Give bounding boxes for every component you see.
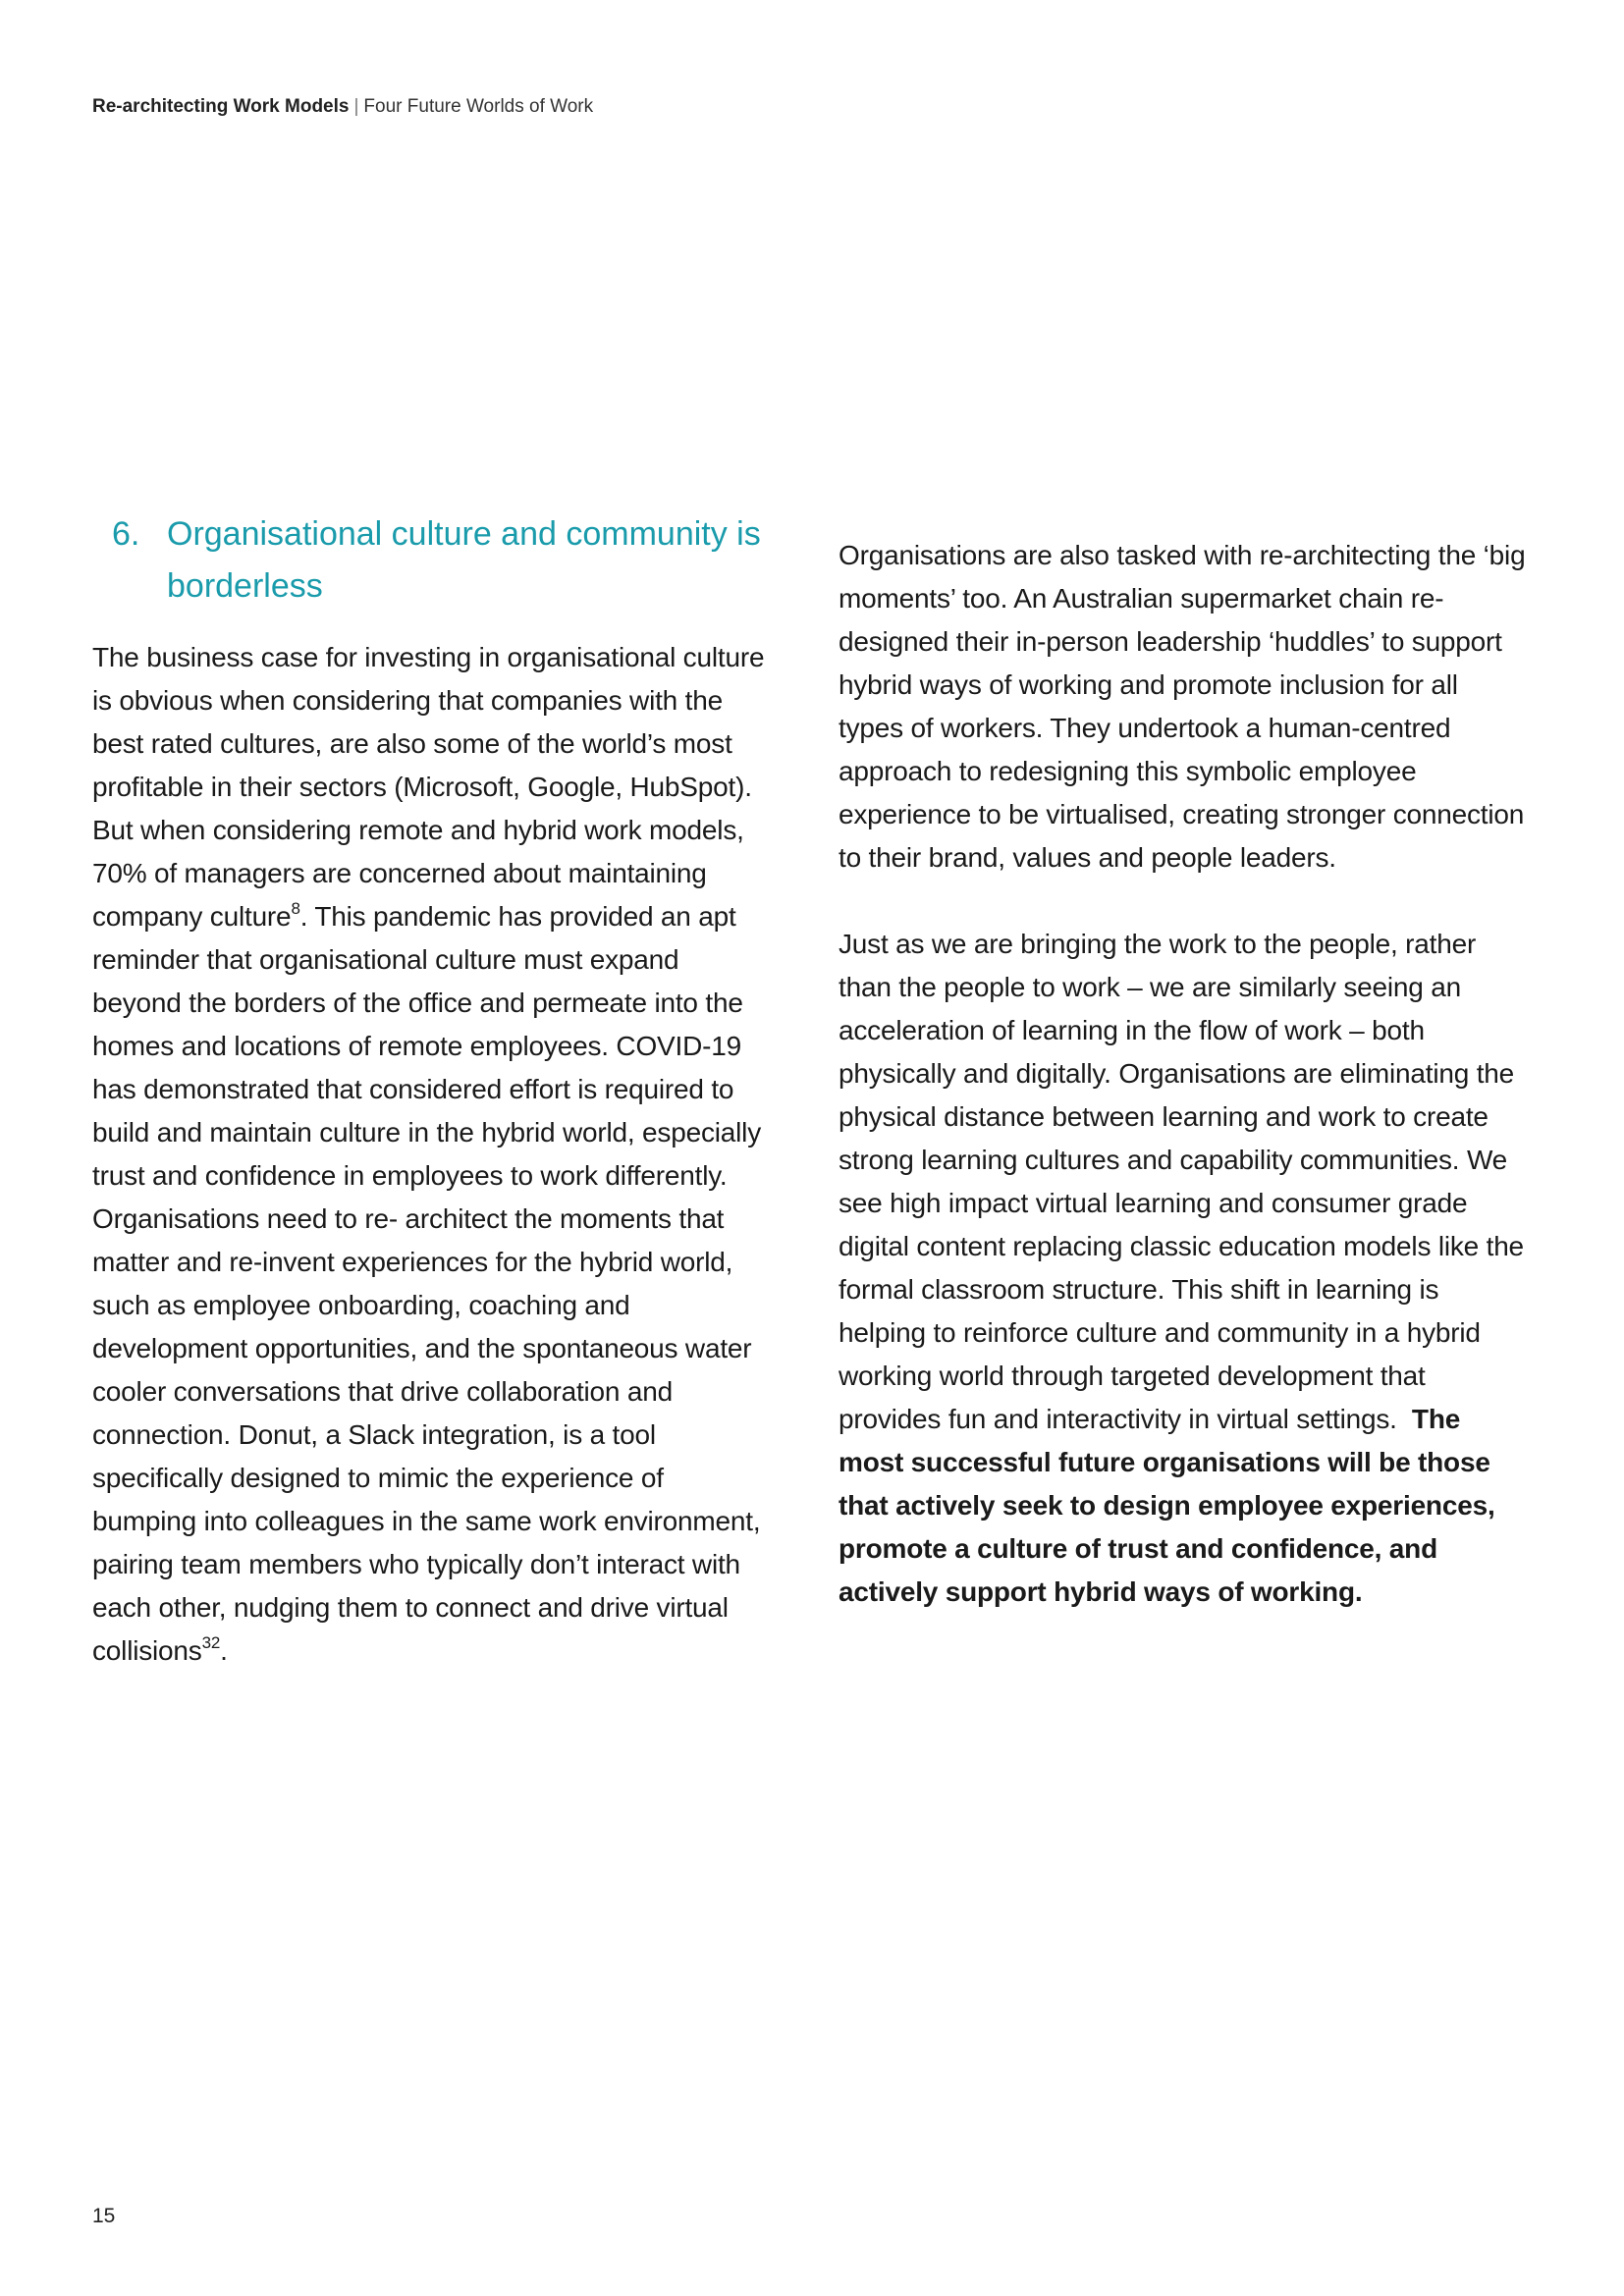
left-paragraph-end: . — [220, 1635, 228, 1666]
right-paragraph-1: Organisations are also tasked with re-architecting the ‘big moments’ too. An Australian supermarket chain re-designed their in-person leadership ‘huddles’ to support hybrid ways of working and promote inclusion for all types of workers. They undertook a human-centred approach to redesigning this symbolic employee experience to be virtualised, creating stronger connection to their brand, values and people leaders. — [839, 540, 1526, 873]
left-paragraph-text-2: . This pandemic has provided an apt reminder that organisational culture must expand beyond the borders of the office and permeate into the homes and locations of remote employees. COVID-19 has demonstrated that considered effort is required to build and maintain culture in the hybrid world, especially trust and confidence in employees to work differently. Organisations need to re- architect the moments that matter and re-invent experiences for the hybrid world, such as employee onboarding, coaching and development opportunities, and the spontaneous water cooler conversations that drive collaboration and connection. Donut, a Slack integration, is a tool specifically designed to mimic the experience of bumping into colleagues in the same work environment, pairing team members who typically don’t interact with each other, nudging them to connect and drive virtual collisions — [92, 901, 762, 1666]
key-takeaway-bold: The most successful future organisations will be those that actively seek to design employee experiences, promote a culture of trust and confidence, and actively support hybrid ways of working. — [839, 1404, 1495, 1607]
document-title: Re-architecting Work Models — [92, 96, 350, 117]
right-column — [839, 534, 1526, 1614]
section-number: 6. — [112, 515, 140, 553]
right-paragraph-2 — [839, 923, 1526, 1614]
section-heading — [112, 508, 770, 613]
footnote-ref-32: 32 — [201, 1632, 221, 1652]
left-paragraph — [92, 636, 770, 1673]
left-paragraph-text-1: The business case for investing in organisational culture is obvious when considering that companies with the best rated cultures, are also some of the world’s most profitable in their sectors (Microsoft, Google, HubSpot). But when considering remote and hybrid work models, 70% of managers are concerned about maintaining company culture — [92, 642, 765, 932]
page-number: 15 — [92, 2205, 116, 2227]
footnote-ref-8: 8 — [291, 898, 300, 918]
left-column — [92, 508, 770, 1673]
header-separator: | — [353, 96, 359, 117]
right-paragraph-2-text: Just as we are bringing the work to the people, rather than the people to work – we are similarly seeing an acceleration of learning in the flow of work – both physically and digitally. Organisations are eliminating the physical distance between learning and work to create strong learning cultures and capability communities. We see high impact virtual learning and consumer grade digital content replacing classic education models like the formal classroom structure. This shift in learning is helping to reinforce culture and community in a hybrid working world through targeted development that provides fun and interactivity in virtual settings. — [839, 929, 1524, 1434]
section-heading-text: Organisational culture and community is borderless — [167, 515, 761, 605]
header-section-title: Four Future Worlds of Work — [363, 96, 594, 117]
running-header — [92, 94, 593, 120]
